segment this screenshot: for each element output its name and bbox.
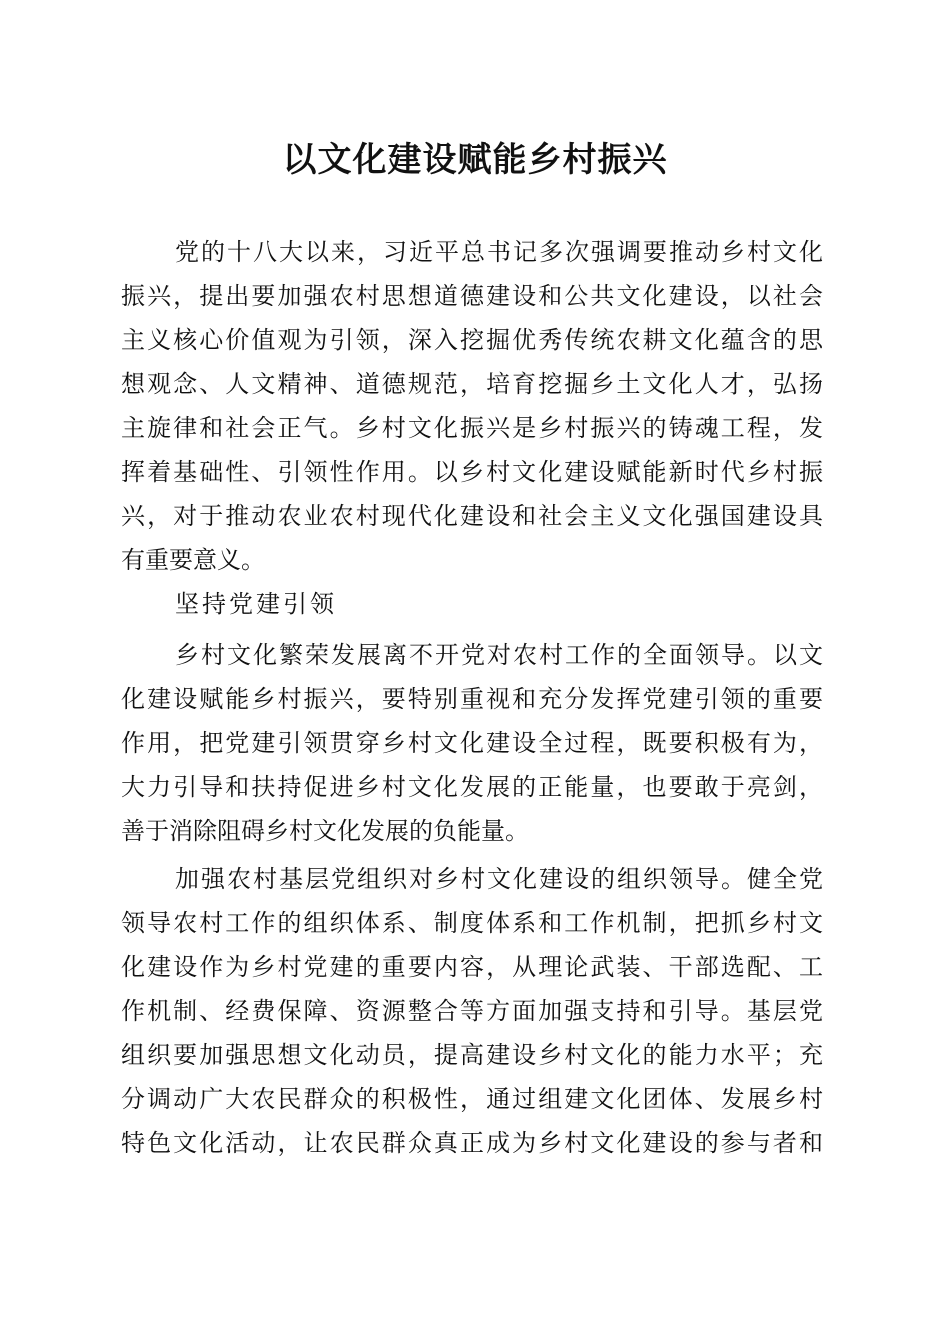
section-heading: 坚持党建引领: [175, 590, 337, 618]
paragraph-intro: [121, 230, 823, 582]
text-line: 党的十八大以来，习近平总书记多次强调要推动乡村文化: [175, 238, 823, 266]
paragraph-grassroots-organization: [121, 857, 823, 1165]
text-line: 想观念、人文精神、道德规范，培育挖掘乡土文化人才，弘扬: [121, 370, 823, 398]
text-line: 乡村文化繁荣发展离不开党对农村工作的全面领导。以文: [175, 641, 823, 669]
text-line: 主旋律和社会正气。乡村文化振兴是乡村振兴的铸魂工程，发: [121, 414, 823, 442]
text-line: 化建设赋能乡村振兴，要特别重视和充分发挥党建引领的重要: [121, 685, 823, 713]
text-line: 特色文化活动，让农民群众真正成为乡村文化建设的参与者和: [121, 1129, 823, 1157]
text-line: 主义核心价值观为引领，深入挖掘优秀传统农耕文化蕴含的思: [121, 326, 823, 354]
document-title: 以文化建设赋能乡村振兴: [282, 140, 668, 180]
text-line: 组织要加强思想文化动员，提高建设乡村文化的能力水平；充: [121, 1041, 823, 1069]
paragraph-party-leadership: [121, 633, 823, 853]
text-line: 振兴，提出要加强农村思想道德建设和公共文化建设，以社会: [121, 282, 823, 310]
text-line: 善于消除阻碍乡村文化发展的负能量。: [121, 817, 529, 845]
text-line: 作用，把党建引领贯穿乡村文化建设全过程，既要积极有为，: [121, 729, 823, 757]
text-line: 领导农村工作的组织体系、制度体系和工作机制，把抓乡村文: [121, 909, 823, 937]
text-line: 分调动广大农民群众的积极性，通过组建文化团体、发展乡村: [121, 1085, 823, 1113]
text-line: 挥着基础性、引领性作用。以乡村文化建设赋能新时代乡村振: [121, 458, 823, 486]
text-line: 作机制、经费保障、资源整合等方面加强支持和引导。基层党: [121, 997, 823, 1025]
text-line: 有重要意义。: [121, 546, 265, 574]
text-line: 加强农村基层党组织对乡村文化建设的组织领导。健全党: [175, 865, 823, 893]
text-line: 化建设作为乡村党建的重要内容，从理论武装、干部选配、工: [121, 953, 823, 981]
text-line: 大力引导和扶持促进乡村文化发展的正能量，也要敢于亮剑，: [121, 773, 823, 801]
text-line: 兴，对于推动农业农村现代化建设和社会主义文化强国建设具: [121, 502, 823, 530]
